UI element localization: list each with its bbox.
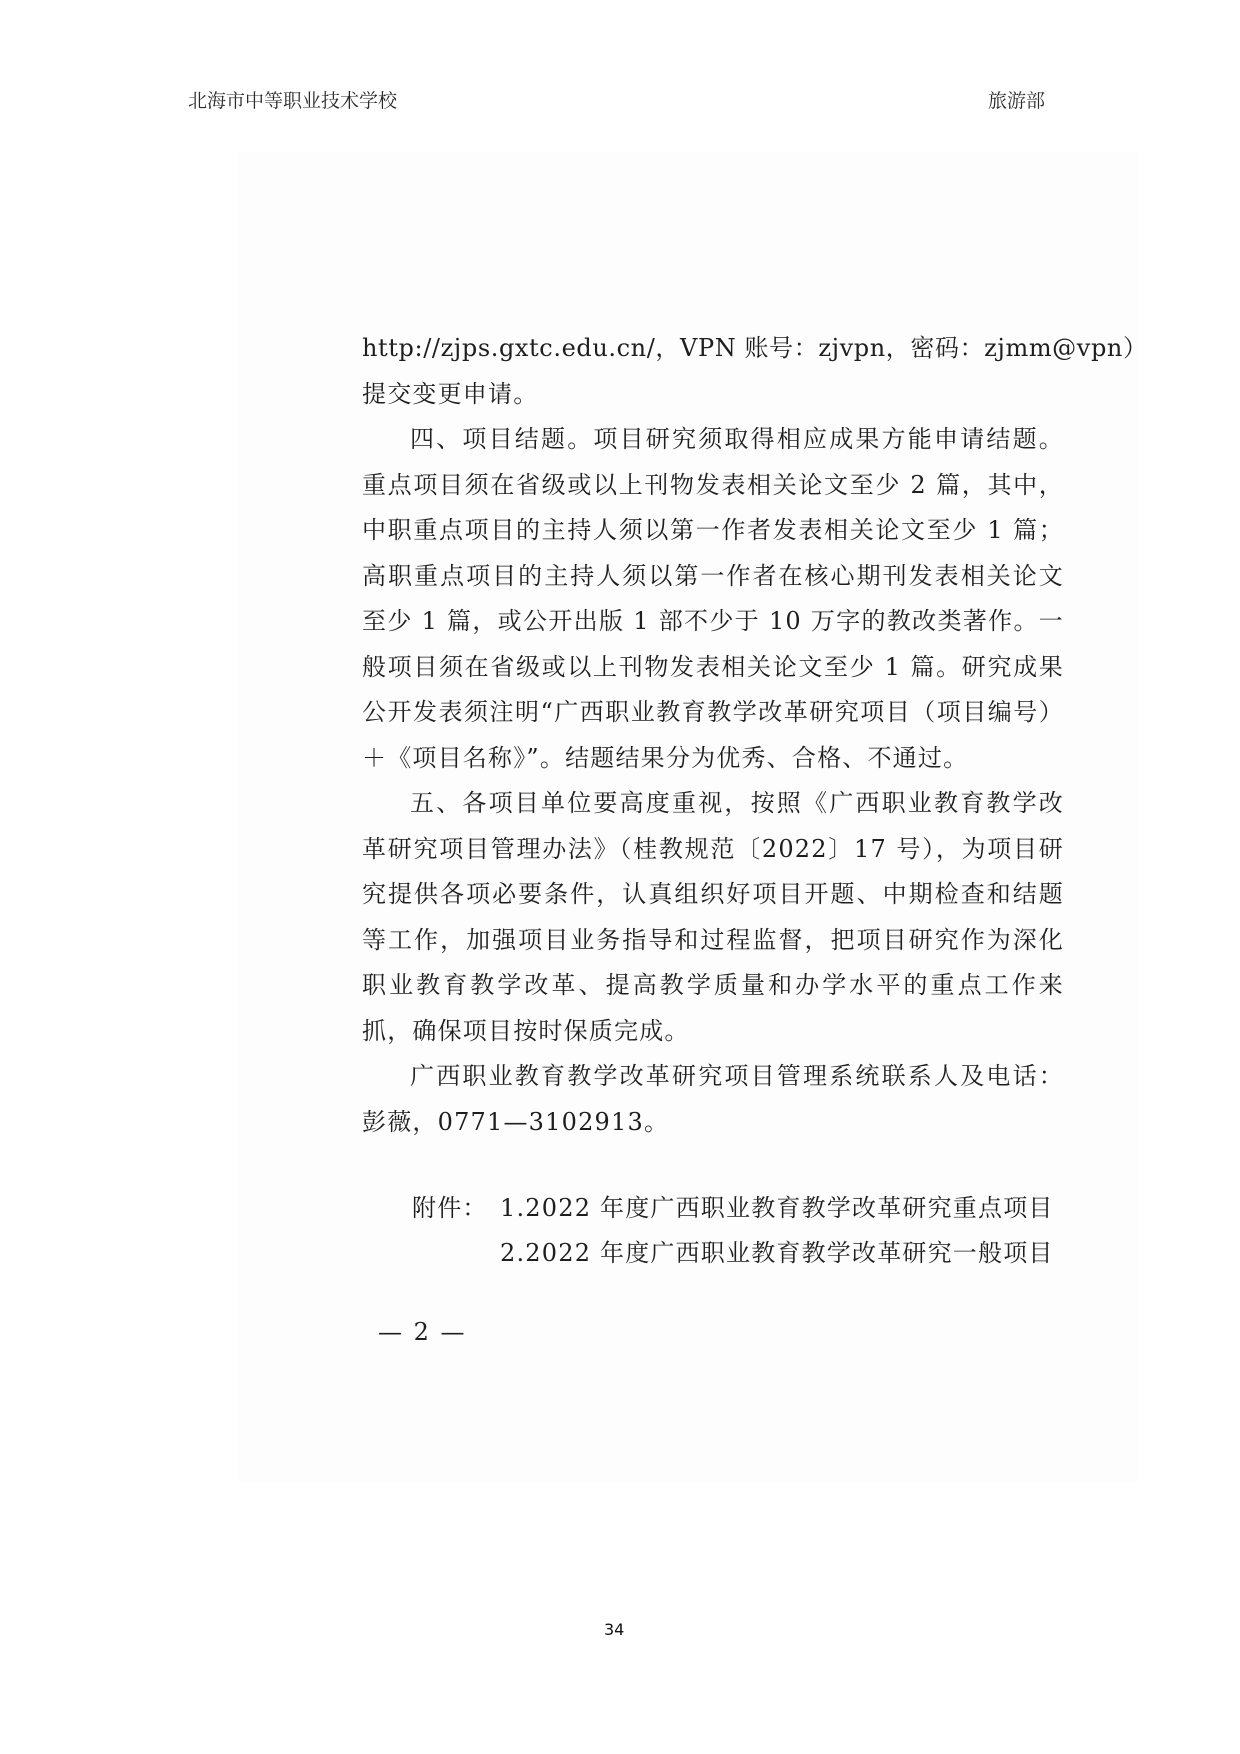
url-line: http://zjps.gxtc.edu.cn/，VPN 账号：zjvpn，密码：zjmm@vpn） xyxy=(362,334,1148,362)
document-body xyxy=(362,326,1148,1145)
attachments-list xyxy=(412,1186,1054,1276)
header-school-name: 北海市中等职业技术学校 xyxy=(188,90,398,112)
attachment-text: 2.2022 年度广西职业教育教学改革研究一般项目 xyxy=(500,1239,1054,1267)
attachment-item xyxy=(412,1231,1054,1276)
inner-page-number: — 2 — xyxy=(378,1318,467,1346)
url-line-continuation: 提交变更申请。 xyxy=(362,379,539,408)
paragraph-project-management: 五、各项目单位要高度重视，按照《广西职业教育教学改革研究项目管理办法》（桂教规范〔2022〕17 号），为项目研究提供各项必要条件，认真组织好项目开题、中期检查和结题等工作，加强项目业务指导和过程监督，把项目研究作为深化职业教育教学改革、提高教学质量和办学水平的重点工作来抓，确保项目按时保质完成。 xyxy=(362,789,1064,1045)
paragraph-contact: 广西职业教育教学改革研究项目管理系统联系人及电话：彭薇，0771—3102913。 xyxy=(362,1062,1064,1136)
page-number: 34 xyxy=(604,1620,625,1639)
attachments-label: 附件： xyxy=(412,1194,488,1222)
attachment-text: 1.2022 年度广西职业教育教学改革研究重点项目 xyxy=(500,1194,1054,1222)
attachment-item xyxy=(412,1186,1054,1231)
header-department: 旅游部 xyxy=(988,90,1046,112)
paragraph-project-completion: 四、项目结题。项目研究须取得相应成果方能申请结题。重点项目须在省级或以上刊物发表相关论文至少 2 篇，其中，中职重点项目的主持人须以第一作者发表相关论文至少 1 篇；高职重点项目的主持人须以第一作者在核心期刊发表相关论文至少 1 篇，或公开出版 1 部不少于 10 万字的教改类著作。一般项目须在省级或以上刊物发表相关论文至少 1 篇。研究成果公开发表须注明“广西职业教育教学改革研究项目（项目编号）＋《项目名称》”。结题结果分为优秀、合格、不通过。 xyxy=(362,425,1064,772)
